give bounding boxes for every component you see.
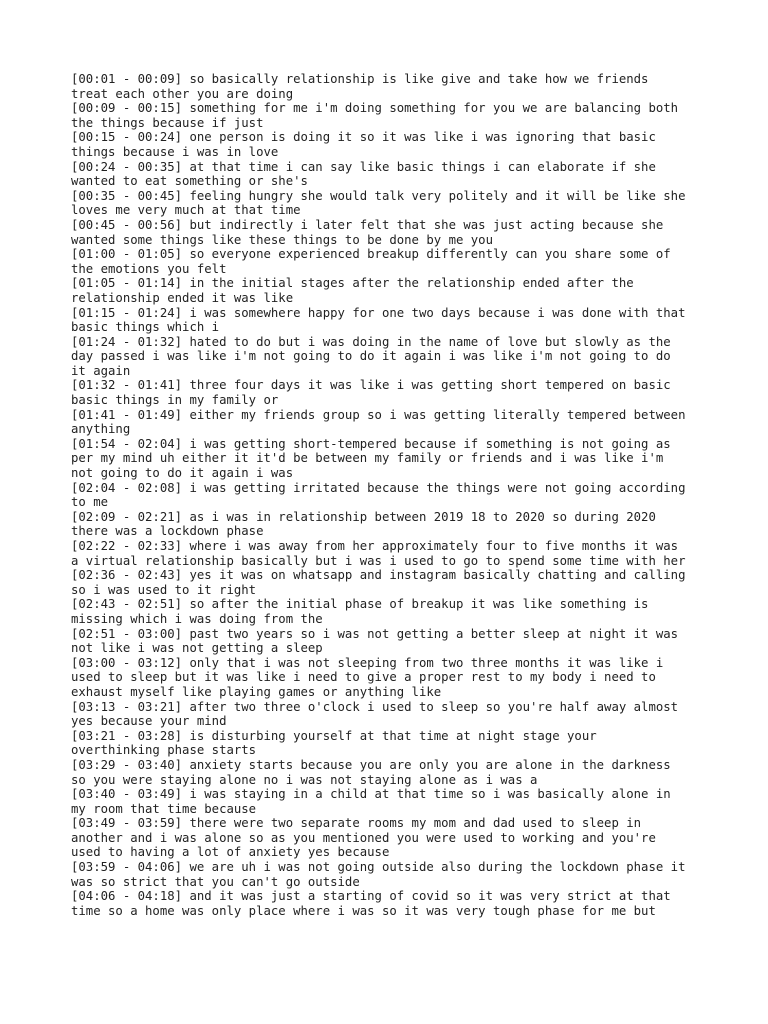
transcript-segment-20: [03:00 - 03:12] only that i was not sleeping from two three months it was like i used to sleep but it was like i need to give a proper rest to my body i need to exhaust myself like playing games or anything like [71, 655, 664, 699]
transcript-segment-18: [02:43 - 02:51] so after the initial phase of breakup it was like something is missing which i was doing from the [71, 597, 649, 626]
transcript-segment-6: [00:45 - 00:56] but indirectly i later felt that she was just acting because she wanted some things like these things to be done by me you [71, 217, 664, 247]
transcript-segment-16: [02:22 - 02:33] where i was away from her approximately four to five months it was a virtual relationship basically but i was i used to go to spend some time with her [71, 539, 686, 568]
transcript-segment-24: [03:40 - 03:49] i was staying in a child at that time so i was basically alone in my room that time because [71, 787, 671, 816]
transcript-segment-12: [01:41 - 01:49] either my friends group so i was getting literally tempered between anything [71, 407, 686, 437]
transcript-segment-15: [02:09 - 02:21] as i was in relationship between 2019 18 to 2020 so during 2020 there was a lockdown phase [71, 509, 656, 539]
transcript-segment-14: [02:04 - 02:08] i was getting irritated because the things were not going according to me [71, 480, 686, 510]
transcript-segment-23: [03:29 - 03:40] anxiety starts because you are only you are alone in the darkness so you were staying alone no i was not staying alone as i was a [71, 757, 671, 787]
transcript-segment-17: [02:36 - 02:43] yes it was on whatsapp and instagram basically chatting and calling so i was used to it right [71, 568, 686, 597]
transcript-segment-9: [01:15 - 01:24] i was somewhere happy for one two days because i was done with that basic things which i [71, 305, 686, 335]
transcript-segment-7: [01:00 - 01:05] so everyone experienced breakup differently can you share some of the emotions you felt [71, 247, 671, 276]
transcript-segment-21: [03:13 - 03:21] after two three o'clock i used to sleep so you're half away almost yes because your mind [71, 699, 679, 729]
transcript-segment-27: [04:06 - 04:18] and it was just a starting of covid so it was very strict at that time so a home was only place where i was so it was very tough phase for me but [71, 889, 671, 918]
transcript-segment-5: [00:35 - 00:45] feeling hungry she would talk very politely and it will be like she loves me very much at that time [71, 188, 686, 218]
transcript-segment-3: [00:15 - 00:24] one person is doing it so it was like i was ignoring that basic things because i was in love [71, 130, 656, 159]
transcript-segment-26: [03:59 - 04:06] we are uh i was not going outside also during the lockdown phase it was so strict that you can't go outside [71, 860, 686, 889]
transcript-segment-4: [00:24 - 00:35] at that time i can say like basic things i can elaborate if she wanted to eat something or she's [71, 159, 656, 189]
transcript-body [71, 72, 711, 918]
transcript-segment-13: [01:54 - 02:04] i was getting short-tempered because if something is not going as per my mind uh either it it'd be between my family or friends and i was like i'm not going to do it again i was [71, 436, 671, 481]
transcript-segment-1: [00:01 - 00:09] so basically relationship is like give and take how we friends treat each other you are doing [71, 72, 649, 101]
transcript-segment-19: [02:51 - 03:00] past two years so i was not getting a better sleep at night it was not like i was not getting a sleep [71, 626, 679, 656]
transcript-segment-25: [03:49 - 03:59] there were two separate rooms my mom and dad used to sleep in another and i was alone so as you mentioned you were used to working and you're used to having a lot of anxiety yes because [71, 816, 656, 860]
transcript-segment-10: [01:24 - 01:32] hated to do but i was doing in the name of love but slowly as the day passed i was like i'm not going to do it again i was like i'm not going to do it again [71, 334, 671, 378]
transcript-segment-8: [01:05 - 01:14] in the initial stages after the relationship ended after the relationship ended it was like [71, 276, 634, 305]
transcript-segment-22: [03:21 - 03:28] is disturbing yourself at that time at night stage your overthinking phase starts [71, 728, 597, 758]
transcript-segment-11: [01:32 - 01:41] three four days it was like i was getting short tempered on basic basic things in my family or [71, 378, 671, 408]
transcript-segment-2: [00:09 - 00:15] something for me i'm doing something for you we are balancing both the things because if just [71, 101, 679, 130]
